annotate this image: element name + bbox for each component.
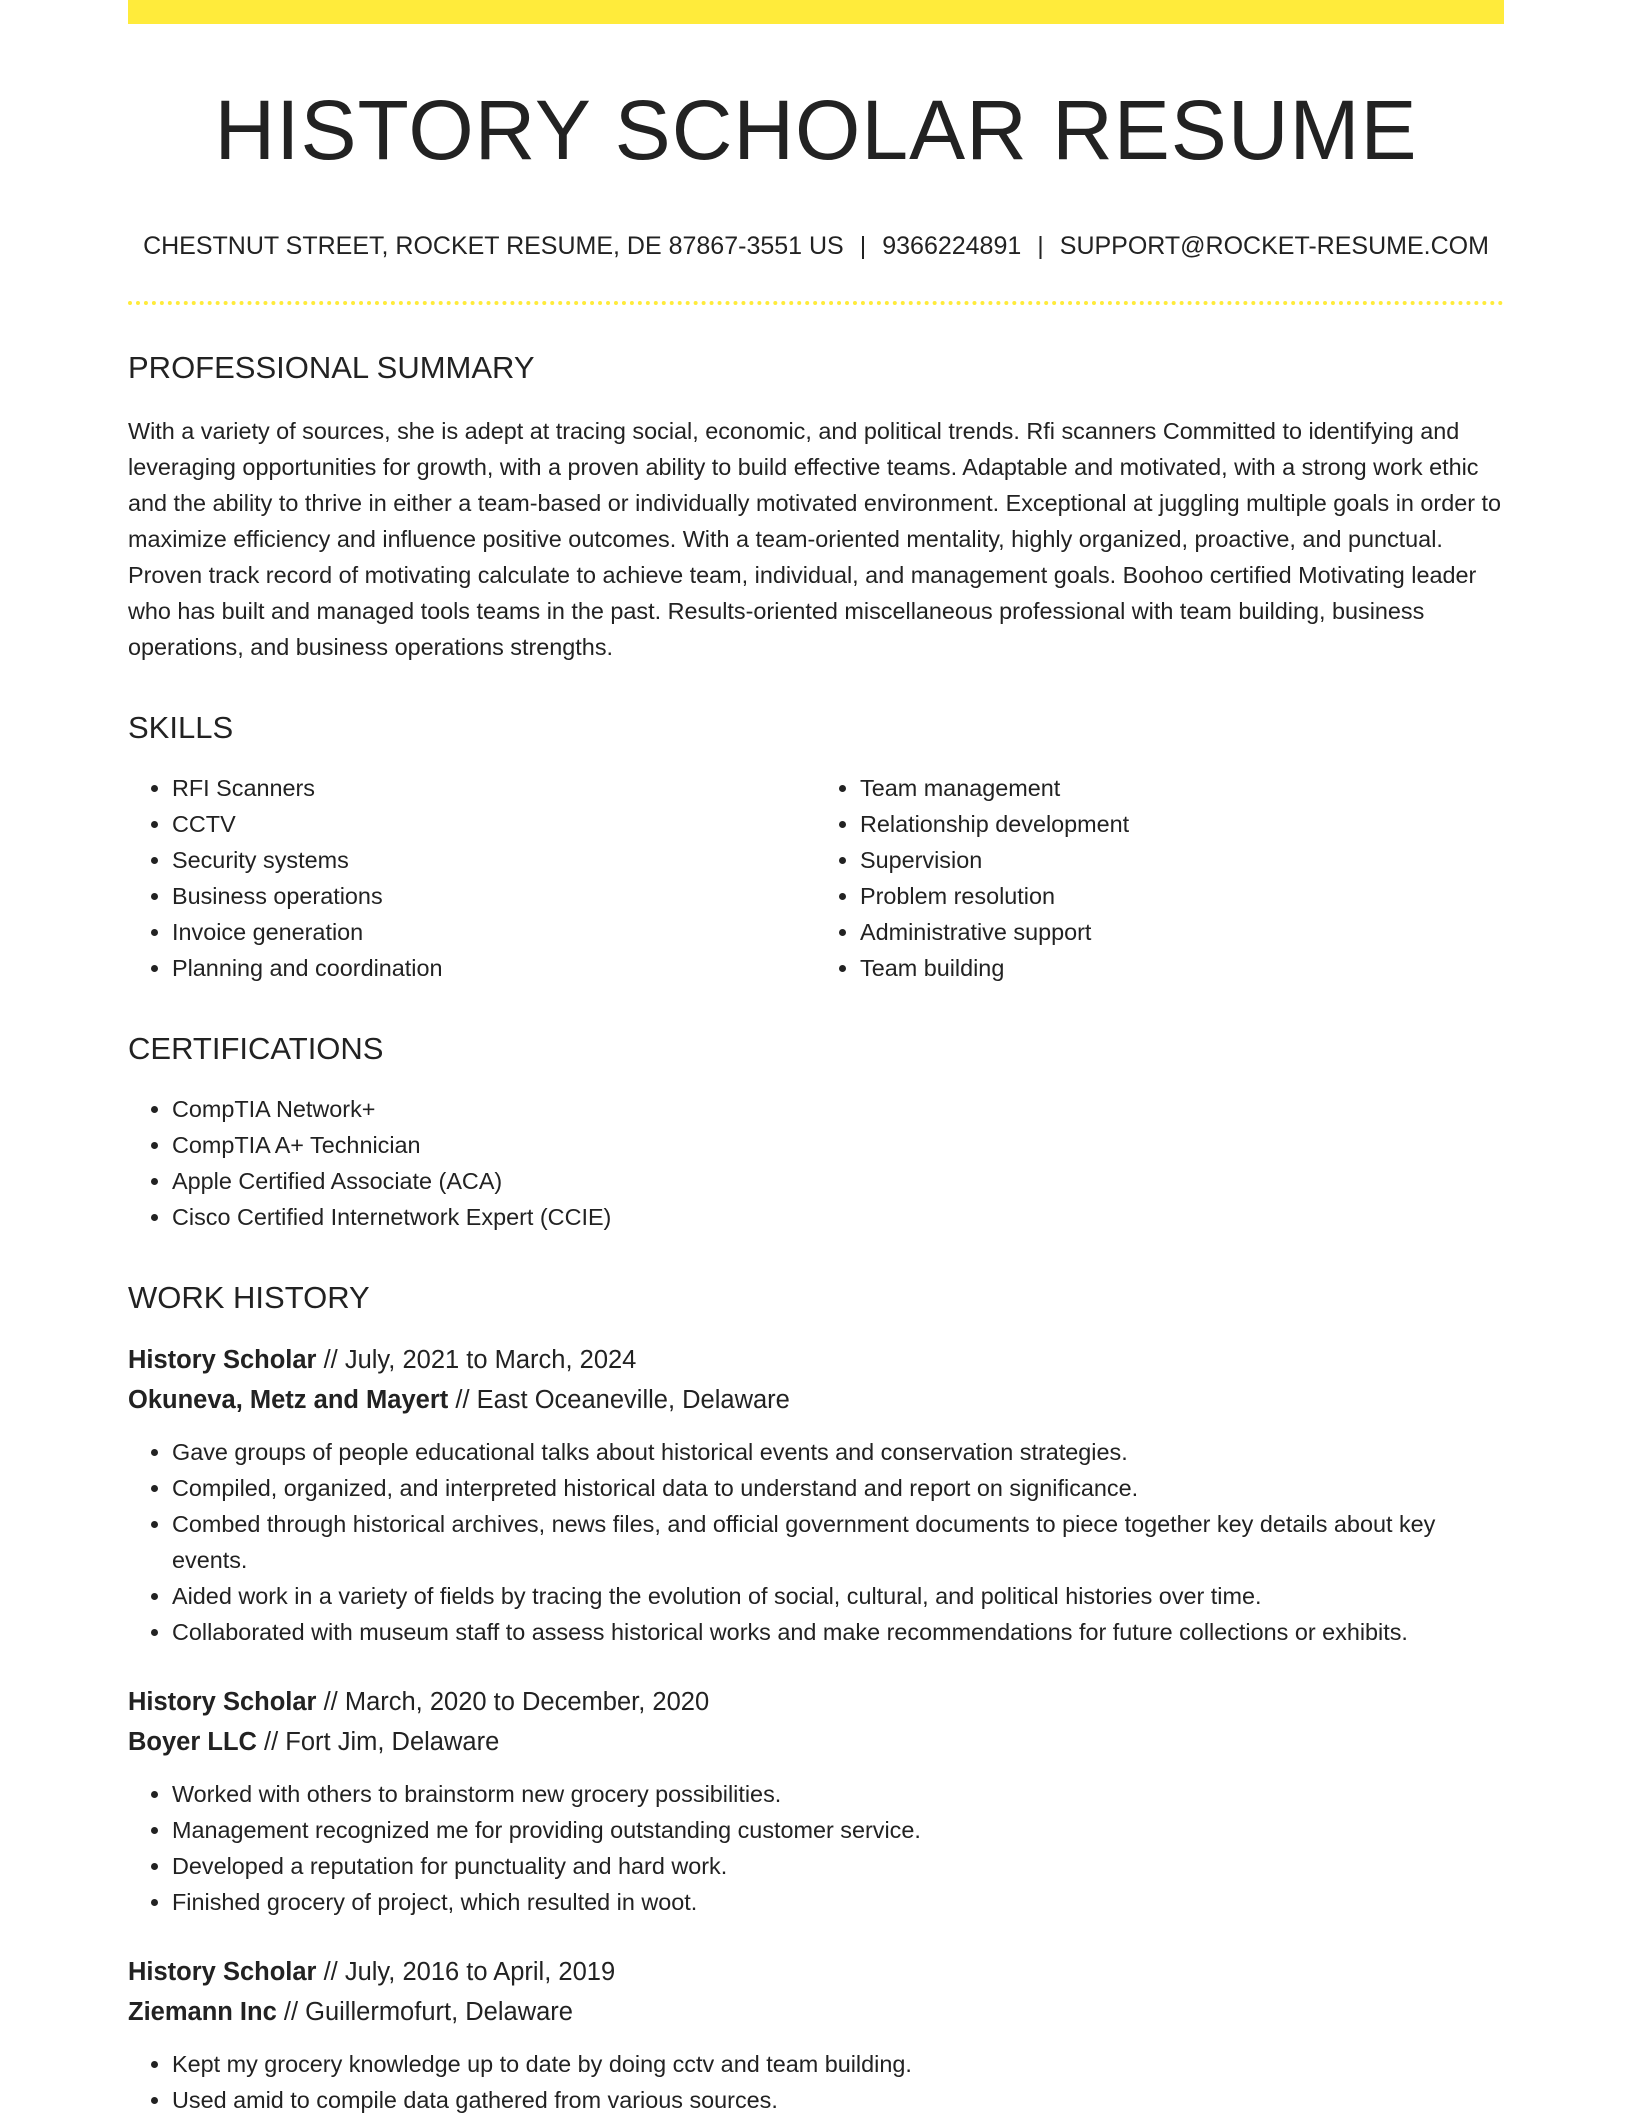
summary-heading: PROFESSIONAL SUMMARY [128, 350, 535, 386]
skill-item: • Administrative support [860, 914, 1504, 950]
job-company: Okuneva, Metz and Mayert [128, 1386, 449, 1415]
skills-columns [128, 746, 1504, 986]
certification-item: • CompTIA Network+ [172, 1091, 1504, 1127]
work-history-heading: WORK HISTORY [128, 1279, 370, 1315]
job-title-line [128, 1952, 1504, 1992]
job-bullet: • Developed a reputation for punctuality and hard work. [172, 1848, 1504, 1884]
certification-item: • Cisco Certified Internetwork Expert (CCIE) [172, 1199, 1504, 1235]
job-bullet: • Used amid to compile data gathered from various sources. [172, 2082, 1504, 2118]
job-title-line [128, 1340, 1504, 1380]
job-dates: // March, 2020 to December, 2020 [323, 1688, 710, 1717]
separator: | [859, 232, 867, 261]
separator: | [1037, 232, 1044, 261]
job-bullet: • Compiled, organized, and interpreted historical data to understand and report on significance. [172, 1470, 1504, 1506]
skill-item: • Security systems [172, 842, 816, 878]
job-location: // East Oceaneville, Delaware [455, 1386, 790, 1415]
job-title: History Scholar [128, 1958, 317, 1987]
skill-item: • Team building [860, 950, 1504, 986]
job-company-line [128, 1722, 1504, 1762]
job-title: History Scholar [128, 1688, 317, 1717]
resume-page [128, 0, 1504, 2118]
job-bullet: • Finished grocery of project, which resulted in woot. [172, 1884, 1504, 1920]
certification-item: • CompTIA A+ Technician [172, 1127, 1504, 1163]
job-bullet: • Combed through historical archives, news files, and official government documents to piece together key details about key events. [172, 1506, 1504, 1578]
skill-item: • Relationship development [860, 806, 1504, 842]
job-bullet: • Worked with others to brainstorm new grocery possibilities. [172, 1776, 1504, 1812]
skill-item: • Team management [860, 770, 1504, 806]
job-dates: // July, 2021 to March, 2024 [323, 1346, 637, 1375]
accent-top-bar [128, 0, 1504, 24]
skill-item: • Supervision [860, 842, 1504, 878]
summary-text: With a variety of sources, she is adept at tracing social, economic, and political trends. Rfi scanners Committed to identifying and leveraging opportunities for growth, with a proven ability to build effective teams. Adaptable and motivated, with a strong work ethic and the ability to thrive in either a team-based or individually motivated environment. Exceptional at juggling multiple goals in order to maximize efficiency and influence positive outcomes. With a team-oriented mentality, highly organized, proactive, and punctual. Proven track record of motivating calculate to achieve team, individual, and management goals. Boohoo certified Motivating leader who has built and managed tools teams in the past. Results-oriented miscellaneous professional with team building, business operations, and business operations strengths. [128, 417, 1502, 660]
phone: 9366224891 [882, 232, 1022, 261]
job-bullet: • Aided work in a variety of fields by tracing the evolution of social, cultural, and political histories over time. [172, 1578, 1504, 1614]
job-entry [128, 1682, 1504, 1920]
job-title-line [128, 1682, 1504, 1722]
email-link[interactable]: SUPPORT@ROCKET-RESUME.COM [1059, 232, 1489, 261]
job-bullets [128, 2046, 1504, 2118]
contact-line [128, 232, 1504, 261]
skill-item: • Problem resolution [860, 878, 1504, 914]
skill-item: • RFI Scanners [172, 770, 816, 806]
job-location: // Guillermofurt, Delaware [283, 1998, 573, 2027]
job-bullets [128, 1434, 1504, 1650]
job-entry [128, 1340, 1504, 1650]
skills-heading: SKILLS [128, 709, 234, 745]
skill-item: • Business operations [172, 878, 816, 914]
dotted-divider [128, 301, 1504, 305]
skills-list-right [816, 770, 1504, 986]
job-title: History Scholar [128, 1346, 317, 1375]
job-bullets [128, 1776, 1504, 1920]
job-location: // Fort Jim, Delaware [264, 1728, 500, 1757]
skills-list-left [128, 770, 816, 986]
certifications-list [128, 1091, 1504, 1235]
job-company-line [128, 1992, 1504, 2032]
job-bullet: • Collaborated with museum staff to assess historical works and make recommendations for future collections or exhibits. [172, 1614, 1504, 1650]
job-bullet: • Kept my grocery knowledge up to date by doing cctv and team building. [172, 2046, 1504, 2082]
certification-item: • Apple Certified Associate (ACA) [172, 1163, 1504, 1199]
job-company: Ziemann Inc [128, 1998, 277, 2027]
job-entry [128, 1952, 1504, 2118]
address: CHESTNUT STREET, ROCKET RESUME, DE 87867-3551 US [143, 232, 844, 261]
job-company-line [128, 1380, 1504, 1420]
job-company: Boyer LLC [128, 1728, 257, 1757]
resume-title: HISTORY SCHOLAR RESUME [214, 83, 1418, 177]
certifications-heading: CERTIFICATIONS [128, 1030, 384, 1066]
job-bullet: • Management recognized me for providing outstanding customer service. [172, 1812, 1504, 1848]
skill-item: • Invoice generation [172, 914, 816, 950]
skill-item: • Planning and coordination [172, 950, 816, 986]
skill-item: • CCTV [172, 806, 816, 842]
job-bullet: • Gave groups of people educational talks about historical events and conservation strategies. [172, 1434, 1504, 1470]
job-dates: // July, 2016 to April, 2019 [323, 1958, 616, 1987]
